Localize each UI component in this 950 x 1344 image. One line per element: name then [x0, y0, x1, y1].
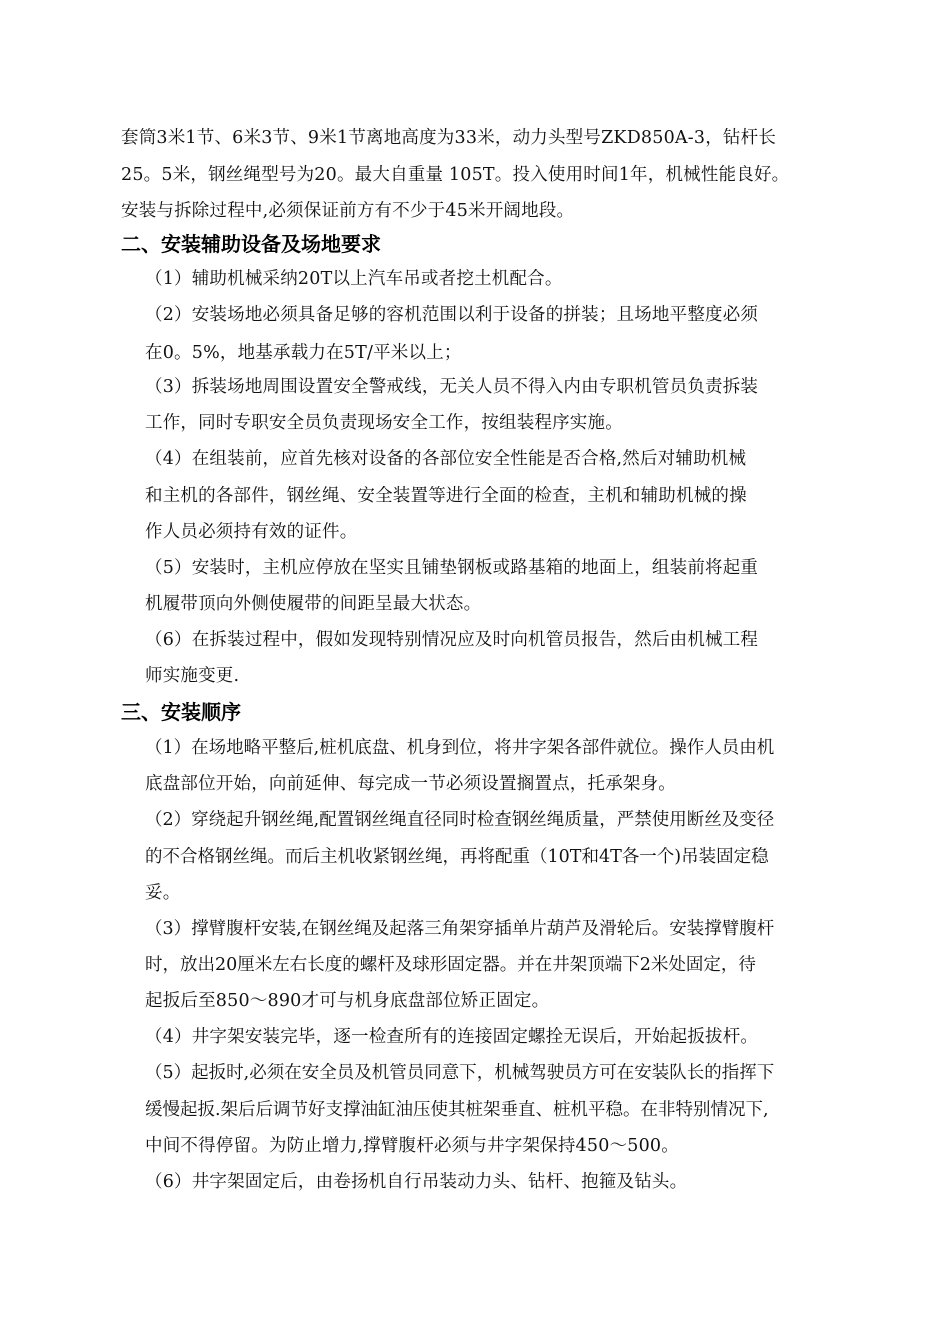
section-3-line: 时，放出20厘米左右长度的螺杆及球形固定器。并在井架顶端下2米处固定，待	[145, 955, 756, 975]
section-2-line: （3）拆装场地周围设置安全警戒线，无关人员不得入内由专职机管员负责拆装	[145, 377, 759, 397]
intro-line-1: 套筒3米1节、6米3节、9米1节离地高度为33米，动力头型号ZKD850A-3，钻杆长	[121, 128, 777, 148]
section-2-line: 和主机的各部件，钢丝绳、安全装置等进行全面的检查，主机和辅助机械的操	[145, 486, 747, 506]
section-2-line: 工作，同时专职安全员负责现场安全工作，按组装程序实施。	[145, 413, 623, 433]
section-3-line: （5）起扳时,必须在安全员及机管员同意下，机械驾驶员方可在安装队长的指挥下	[145, 1063, 775, 1083]
section-3-line: （4）井字架安装完毕，逐一检查所有的连接固定螺拴无误后，开始起扳拔杆。	[145, 1027, 759, 1047]
section-2-line: （2）安装场地必须具备足够的容机范围以利于设备的拼装；且场地平整度必须	[145, 305, 759, 325]
section-2-line: 师实施变更.	[145, 666, 240, 686]
section-3-line: 的不合格钢丝绳。而后主机收紧钢丝绳，再将配重（10T和4T各一个)吊装固定稳	[145, 847, 769, 867]
section-2-heading: 二、安装辅助设备及场地要求	[121, 232, 381, 256]
section-2-line: （1）辅助机械采纳20T以上汽车吊或者挖土机配合。	[145, 269, 563, 289]
section-3-line: 妥。	[145, 883, 181, 903]
section-3-heading: 三、安装顺序	[121, 700, 241, 724]
section-3-line: （6）井字架固定后，由卷扬机自行吊装动力头、钻杆、抱箍及钻头。	[145, 1172, 688, 1192]
intro-line-2: 25。5米，钢丝绳型号为20。最大自重量 105T。投入使用时间1年，机械性能良好。	[121, 165, 790, 185]
section-3-line: 中间不得停留。为防止增力,撑臂腹杆必须与井字架保持450～500。	[145, 1136, 679, 1156]
section-3-line: 底盘部位开始，向前延伸、每完成一节必须设置搁置点，托承架身。	[145, 774, 676, 794]
section-3-line: （3）撑臂腹杆安装,在钢丝绳及起落三角架穿插单片葫芦及滑轮后。安装撑臂腹杆	[145, 919, 775, 939]
section-2-line: （4）在组装前，应首先核对设备的各部位安全性能是否合格,然后对辅助机械	[145, 449, 747, 469]
section-3-line: （1）在场地略平整后,桩机底盘、机身到位，将井字架各部件就位。操作人员由机	[145, 738, 775, 758]
section-3-line: 起扳后至850～890才可与机身底盘部位矫正固定。	[145, 991, 550, 1011]
section-2-line: 机履带顶向外侧使履带的间距呈最大状态。	[145, 594, 482, 614]
section-3-line: （2）穿绕起升钢丝绳,配置钢丝绳直径同时检查钢丝绳质量，严禁使用断丝及变径	[145, 810, 775, 830]
section-2-line: 在0。5%，地基承载力在5T/平米以上；	[145, 343, 462, 363]
section-3-line: 缓慢起扳.架后后调节好支撑油缸油压使其桩架垂直、桩机平稳。在非特别情况下,	[145, 1100, 769, 1120]
section-2-line: （5）安装时，主机应停放在坚实且铺垫钢板或路基箱的地面上，组装前将起重	[145, 558, 759, 578]
intro-line-3: 安装与拆除过程中,必须保证前方有不少于45米开阔地段。	[121, 201, 575, 221]
section-2-line: （6）在拆装过程中，假如发现特别情况应及时向机管员报告，然后由机械工程	[145, 630, 759, 650]
section-2-line: 作人员必须持有效的证件。	[145, 522, 358, 542]
